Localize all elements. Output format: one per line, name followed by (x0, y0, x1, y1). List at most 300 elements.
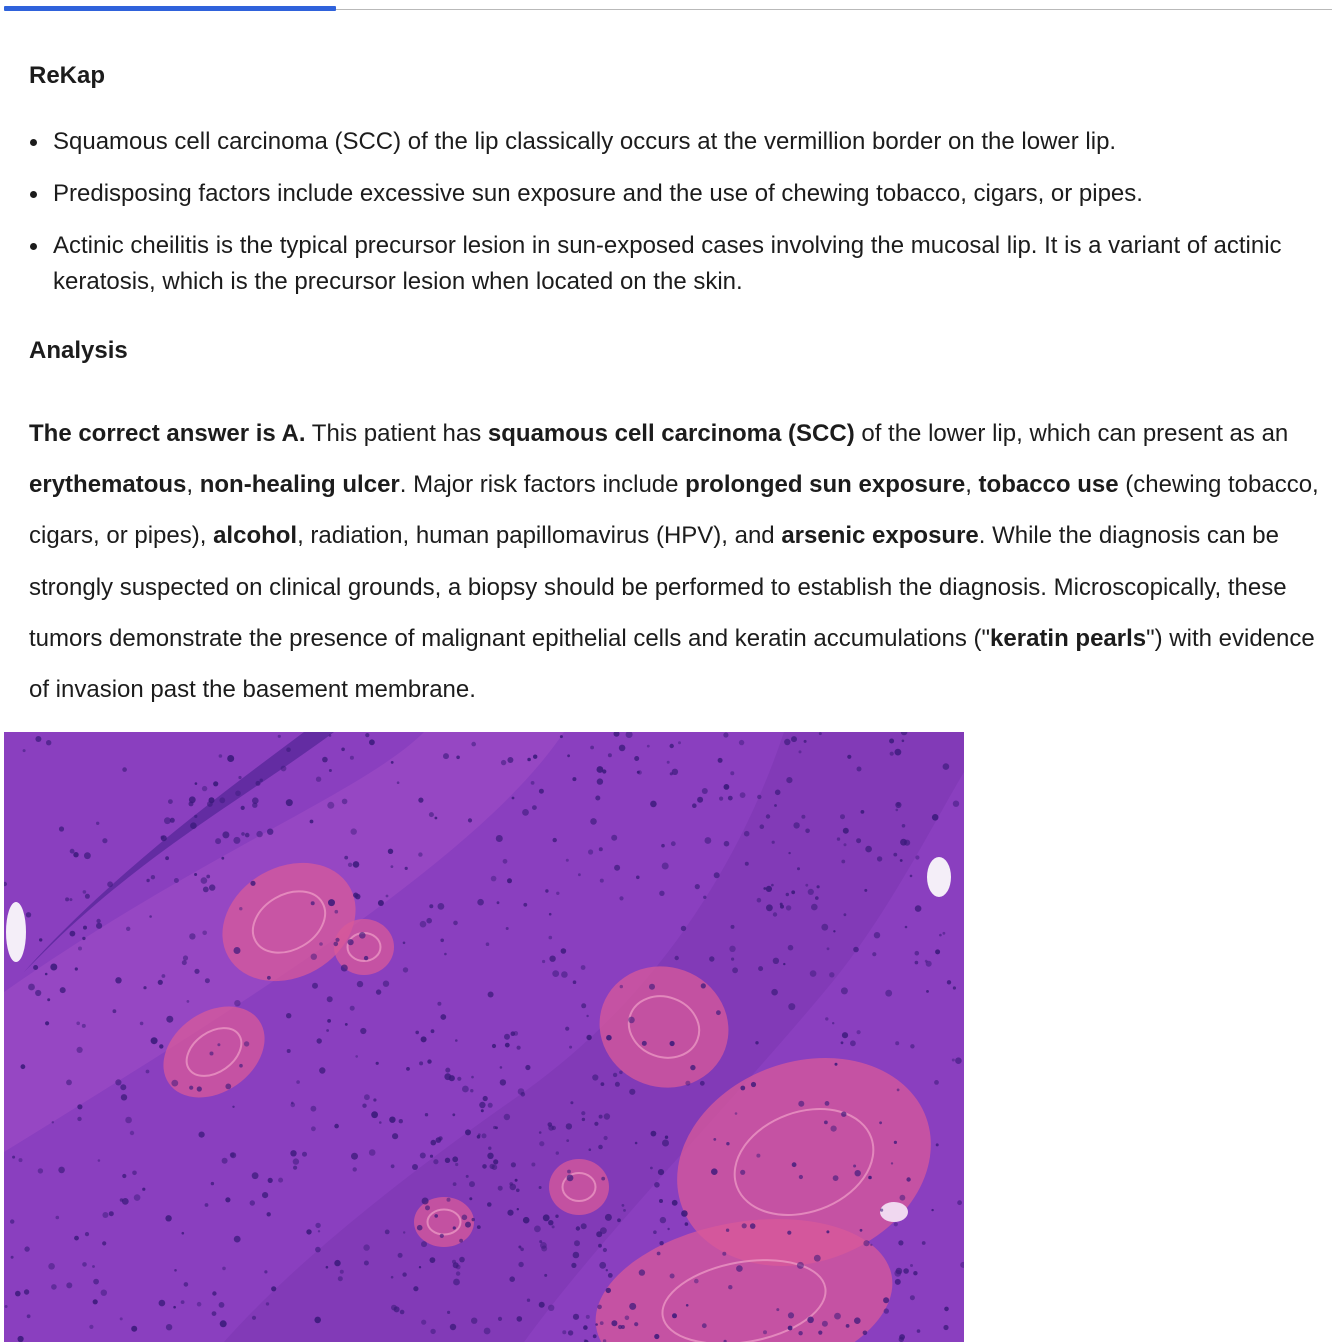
cell-nucleus (369, 1149, 376, 1156)
cell-nucleus (549, 936, 553, 940)
cell-nucleus (338, 1276, 343, 1281)
histology-image[interactable] (4, 732, 964, 1342)
progress-bar-fill (4, 6, 336, 11)
cell-nucleus (50, 964, 57, 971)
cell-nucleus (798, 1101, 804, 1107)
cell-nucleus (24, 1289, 29, 1294)
cell-nucleus (322, 757, 328, 763)
cell-nucleus (678, 741, 681, 744)
cell-nucleus (433, 1159, 438, 1164)
cell-nucleus (531, 781, 535, 785)
cell-nucleus (757, 898, 762, 903)
cell-nucleus (817, 885, 820, 888)
cell-nucleus (589, 1148, 592, 1151)
cell-nucleus (419, 1061, 423, 1065)
cell-nucleus (392, 1133, 398, 1139)
cell-nucleus (925, 960, 928, 963)
cell-nucleus (327, 996, 333, 1002)
cell-nucleus (96, 822, 99, 825)
cell-nucleus (217, 1043, 220, 1046)
cell-nucleus (793, 822, 799, 828)
cell-nucleus (159, 1044, 163, 1048)
cell-nucleus (829, 972, 834, 977)
cell-nucleus (120, 1084, 126, 1090)
cell-nucleus (278, 735, 281, 738)
cell-nucleus (821, 924, 828, 931)
cell-nucleus (201, 877, 208, 884)
cell-nucleus (146, 879, 149, 882)
cell-nucleus (39, 938, 42, 941)
cell-nucleus (660, 1217, 666, 1223)
cell-nucleus (763, 887, 766, 890)
cell-nucleus (758, 966, 763, 971)
analysis-text-segment: (chewing tobacco, cigars, or pipes), (29, 471, 1319, 550)
cell-nucleus (364, 1261, 369, 1266)
cell-nucleus (798, 1331, 802, 1335)
cell-nucleus (571, 1263, 576, 1268)
bullet-icon (30, 191, 37, 198)
cell-nucleus (59, 826, 64, 831)
cell-nucleus (936, 1143, 939, 1146)
cell-nucleus (45, 973, 48, 976)
cell-nucleus (267, 1212, 271, 1216)
cell-nucleus (895, 1041, 899, 1045)
cell-nucleus (391, 1276, 394, 1279)
cell-nucleus (184, 1282, 189, 1287)
cell-nucleus (222, 1267, 226, 1271)
cell-nucleus (776, 1308, 779, 1311)
cell-nucleus (306, 1229, 311, 1234)
cell-nucleus (896, 809, 899, 812)
cell-nucleus (286, 747, 291, 752)
cell-nucleus (199, 1132, 205, 1138)
cell-nucleus (766, 904, 773, 911)
cell-nucleus (311, 1126, 316, 1131)
cell-nucleus (364, 956, 368, 960)
cell-nucleus (252, 1316, 256, 1320)
cell-nucleus (399, 1119, 403, 1123)
cell-nucleus (818, 1331, 822, 1335)
cell-nucleus (826, 1230, 829, 1233)
cell-nucleus (671, 841, 676, 846)
list-item (29, 228, 1319, 300)
cell-nucleus (421, 1241, 427, 1247)
cell-nucleus (934, 1080, 939, 1085)
analysis-text-segment: . While the diagnosis can be strongly suspected on clinical grounds, a biopsy should be performed to establish the diagnosis. Microscopically, these tumors demonstrate the presence of malignant epithelial cells and keratin accumulations (" (29, 522, 1287, 652)
cell-nucleus (606, 1288, 611, 1293)
cell-nucleus (915, 905, 922, 912)
cell-nucleus (212, 1311, 217, 1316)
cell-nucleus (569, 1046, 572, 1049)
cell-nucleus (943, 1325, 948, 1330)
cell-nucleus (455, 1039, 458, 1042)
cell-nucleus (597, 778, 603, 784)
cell-nucleus (726, 1229, 729, 1232)
cell-nucleus (281, 766, 287, 772)
cell-nucleus (316, 777, 321, 782)
cell-nucleus (412, 1164, 418, 1170)
cell-nucleus (729, 946, 735, 952)
cell-nucleus (847, 755, 851, 759)
rekap-heading: ReKap (29, 62, 106, 89)
cell-nucleus (518, 1088, 525, 1095)
cell-nucleus (672, 1200, 678, 1206)
cell-nucleus (35, 990, 41, 996)
cell-nucleus (614, 865, 620, 871)
cell-nucleus (452, 1113, 455, 1116)
cell-nucleus (438, 903, 445, 910)
cell-nucleus (787, 1231, 791, 1235)
cell-nucleus (326, 1029, 329, 1032)
cell-nucleus (477, 899, 484, 906)
cell-nucleus (400, 1310, 405, 1315)
cell-nucleus (701, 983, 706, 988)
bullet-icon (30, 243, 37, 250)
cell-nucleus (174, 1269, 177, 1272)
cell-nucleus (302, 1152, 307, 1157)
cell-nucleus (120, 1317, 123, 1320)
cell-nucleus (548, 1122, 553, 1127)
cell-nucleus (378, 900, 384, 906)
cell-nucleus (363, 1244, 369, 1250)
cell-nucleus (364, 1094, 370, 1100)
cell-nucleus (864, 889, 867, 892)
cell-nucleus (351, 828, 357, 834)
cell-nucleus (12, 1156, 15, 1159)
cell-nucleus (590, 746, 594, 750)
cell-nucleus (617, 1218, 621, 1222)
cell-nucleus (212, 1291, 216, 1295)
rekap-item-text: Predisposing factors include excessive sun exposure and the use of chewing tobacco, cigars, or pipes. (53, 180, 1143, 207)
analysis-text-segment: of the lower lip, which can present as an (854, 420, 1289, 447)
cell-nucleus (857, 1030, 861, 1034)
cell-nucleus (435, 817, 438, 820)
cell-nucleus (801, 815, 805, 819)
cell-nucleus (440, 1234, 444, 1238)
cell-nucleus (623, 1209, 626, 1212)
analysis-text-segment: This patient has (305, 420, 488, 447)
cell-nucleus (902, 824, 906, 828)
cell-nucleus (35, 736, 41, 742)
cell-nucleus (311, 1106, 317, 1112)
cell-nucleus (659, 1199, 663, 1203)
cell-nucleus (102, 838, 107, 843)
cell-nucleus (552, 1126, 556, 1130)
cell-nucleus (885, 990, 892, 997)
cell-nucleus (271, 1286, 276, 1291)
cell-nucleus (786, 777, 792, 783)
cell-nucleus (654, 1334, 659, 1339)
cell-nucleus (825, 1101, 830, 1106)
cell-nucleus (861, 810, 865, 814)
analysis-emphasis: prolonged sun exposure (685, 471, 966, 499)
cell-nucleus (618, 1325, 622, 1329)
cell-nucleus (511, 1162, 516, 1167)
cell-nucleus (590, 818, 597, 825)
cell-nucleus (726, 1142, 729, 1145)
cell-nucleus (788, 852, 790, 854)
cell-nucleus (582, 1118, 585, 1121)
cell-nucleus (311, 954, 317, 960)
cell-nucleus (556, 892, 559, 895)
cell-nucleus (421, 1320, 426, 1325)
cell-nucleus (605, 1214, 612, 1221)
cell-nucleus (853, 947, 859, 953)
cell-nucleus (844, 843, 847, 846)
cell-nucleus (620, 985, 623, 988)
cell-nucleus (417, 1225, 423, 1231)
cell-nucleus (493, 1159, 498, 1164)
cell-nucleus (670, 1041, 675, 1046)
cell-nucleus (65, 897, 69, 901)
cell-nucleus (290, 1150, 296, 1156)
cell-nucleus (740, 792, 746, 798)
keratin-pearl (549, 1159, 609, 1215)
cell-nucleus (713, 1138, 716, 1141)
cell-nucleus (93, 1299, 98, 1304)
cell-nucleus (166, 1324, 172, 1330)
cell-nucleus (511, 1031, 516, 1036)
cell-nucleus (629, 1089, 635, 1095)
cell-nucleus (232, 1106, 234, 1108)
cell-nucleus (165, 856, 169, 860)
cell-nucleus (487, 1202, 492, 1207)
cell-nucleus (593, 1334, 597, 1338)
cell-nucleus (140, 1022, 144, 1026)
cell-nucleus (350, 1006, 355, 1011)
cell-nucleus (371, 1111, 378, 1118)
cell-nucleus (82, 1024, 86, 1028)
cell-nucleus (28, 984, 35, 991)
cell-nucleus (389, 1117, 395, 1123)
cell-nucleus (143, 986, 146, 989)
cell-nucleus (539, 789, 544, 794)
cell-nucleus (215, 838, 221, 844)
cell-nucleus (239, 907, 242, 910)
cell-nucleus (230, 1152, 236, 1158)
cell-nucleus (751, 1082, 756, 1087)
cell-nucleus (376, 1062, 379, 1065)
cell-nucleus (162, 974, 166, 978)
cell-nucleus (431, 1140, 437, 1146)
cell-nucleus (430, 1329, 435, 1334)
cell-nucleus (126, 927, 130, 931)
cell-nucleus (498, 1186, 503, 1191)
cell-nucleus (611, 1320, 617, 1326)
cell-nucleus (651, 1131, 657, 1137)
cell-nucleus (635, 1142, 638, 1145)
cell-nucleus (202, 931, 207, 936)
cell-nucleus (182, 1232, 185, 1235)
cell-nucleus (692, 803, 697, 808)
cell-nucleus (327, 802, 334, 809)
analysis-text-segment: , radiation, human papillomavirus (HPV), and (297, 522, 782, 550)
cell-nucleus (583, 1325, 588, 1330)
cell-nucleus (599, 1115, 603, 1119)
cell-nucleus (161, 836, 165, 840)
cell-nucleus (418, 852, 422, 856)
cell-nucleus (219, 1302, 225, 1308)
cell-nucleus (634, 1322, 638, 1326)
cell-nucleus (548, 1305, 554, 1311)
cell-nucleus (597, 1305, 602, 1310)
cell-nucleus (101, 1290, 107, 1296)
cell-nucleus (434, 1214, 438, 1218)
cell-nucleus (293, 1166, 297, 1170)
cell-nucleus (241, 806, 245, 810)
analysis-text-segment: . Major risk factors include (399, 471, 686, 499)
cell-nucleus (544, 1274, 547, 1277)
cell-nucleus (773, 958, 779, 964)
rekap-list (29, 124, 1319, 316)
cell-nucleus (335, 910, 339, 914)
cell-nucleus (639, 1269, 645, 1275)
cell-nucleus (827, 947, 830, 950)
cell-nucleus (420, 921, 427, 928)
cell-nucleus (600, 879, 604, 883)
cell-nucleus (742, 1223, 747, 1228)
cell-nucleus (250, 881, 255, 886)
cell-nucleus (667, 761, 670, 764)
cell-nucleus (518, 1262, 523, 1267)
cell-nucleus (853, 1165, 856, 1168)
cell-nucleus (252, 1172, 259, 1179)
cell-nucleus (98, 1159, 101, 1162)
cell-nucleus (570, 1101, 573, 1104)
cell-nucleus (437, 1002, 441, 1006)
cell-nucleus (586, 1015, 588, 1017)
cell-nucleus (545, 889, 548, 892)
cell-nucleus (341, 965, 348, 972)
cell-nucleus (471, 1318, 477, 1324)
cell-nucleus (910, 1264, 913, 1267)
cell-nucleus (670, 1274, 675, 1279)
cell-nucleus (739, 740, 744, 745)
cell-nucleus (477, 1225, 481, 1229)
cell-nucleus (603, 1248, 607, 1252)
cell-nucleus (459, 1257, 465, 1263)
cell-nucleus (241, 832, 245, 836)
cell-nucleus (722, 1252, 726, 1256)
cell-nucleus (661, 844, 665, 848)
cell-nucleus (195, 782, 198, 785)
cell-nucleus (522, 809, 529, 816)
cell-nucleus (552, 1225, 555, 1228)
cell-nucleus (716, 1010, 721, 1015)
cell-nucleus (783, 963, 785, 965)
cell-nucleus (391, 1164, 395, 1168)
analysis-text-segment: , (965, 471, 979, 499)
cell-nucleus (453, 1182, 457, 1186)
cell-nucleus (636, 876, 640, 880)
cell-nucleus (189, 933, 195, 939)
cell-nucleus (66, 1282, 72, 1288)
cell-nucleus (173, 1306, 176, 1309)
cell-nucleus (910, 875, 913, 878)
cell-nucleus (219, 797, 225, 803)
cell-nucleus (841, 987, 848, 994)
cell-nucleus (500, 1079, 506, 1085)
cell-nucleus (420, 1153, 426, 1159)
cell-nucleus (415, 1031, 419, 1035)
cell-nucleus (915, 951, 920, 956)
analysis-paragraph (29, 408, 1319, 715)
cell-nucleus (835, 1063, 838, 1066)
cell-nucleus (206, 875, 210, 879)
cell-nucleus (841, 1112, 846, 1117)
cell-nucleus (335, 938, 339, 942)
cell-nucleus (164, 817, 171, 824)
cell-nucleus (811, 904, 818, 911)
cell-nucleus (619, 896, 623, 900)
cell-nucleus (681, 926, 686, 931)
cell-nucleus (894, 1141, 897, 1144)
cell-nucleus (567, 1170, 571, 1174)
cell-nucleus (491, 876, 497, 882)
cell-nucleus (391, 865, 394, 868)
cell-nucleus (132, 1171, 137, 1176)
cell-nucleus (731, 925, 735, 929)
cell-nucleus (456, 756, 460, 760)
cell-nucleus (791, 736, 797, 742)
cell-nucleus (220, 1320, 227, 1327)
cell-nucleus (884, 1308, 889, 1313)
analysis-text-segment: , (186, 471, 200, 499)
cell-nucleus (868, 1176, 872, 1180)
cell-nucleus (479, 1102, 485, 1108)
cell-nucleus (549, 913, 552, 916)
cell-nucleus (142, 1188, 145, 1191)
cell-nucleus (353, 893, 358, 898)
cell-nucleus (360, 1028, 366, 1034)
lumen (927, 857, 951, 897)
cell-nucleus (456, 1271, 460, 1275)
analysis-emphasis: alcohol (213, 522, 298, 550)
cell-nucleus (165, 1215, 171, 1221)
cell-nucleus (879, 1121, 882, 1124)
list-item (29, 124, 1319, 160)
cell-nucleus (102, 1241, 106, 1245)
cell-nucleus (348, 939, 354, 945)
cell-nucleus (166, 1016, 173, 1023)
cell-nucleus (429, 904, 433, 908)
cell-nucleus (329, 734, 332, 737)
cell-nucleus (329, 769, 332, 772)
cell-nucleus (808, 889, 814, 895)
cell-nucleus (822, 1321, 828, 1327)
cell-nucleus (670, 744, 674, 748)
cell-nucleus (210, 1052, 214, 1056)
cell-nucleus (462, 1086, 469, 1093)
analysis-emphasis: arsenic exposure (781, 522, 979, 550)
cell-nucleus (638, 770, 642, 774)
cell-nucleus (507, 878, 512, 883)
cell-nucleus (932, 814, 939, 821)
cell-nucleus (312, 983, 318, 989)
cell-nucleus (227, 755, 234, 762)
cell-nucleus (670, 772, 673, 775)
cell-nucleus (904, 840, 910, 846)
cell-nucleus (194, 969, 199, 974)
cell-nucleus (262, 1192, 268, 1198)
cell-nucleus (533, 755, 537, 759)
cell-nucleus (115, 1079, 121, 1085)
cell-nucleus (266, 1302, 269, 1305)
cell-nucleus (406, 1067, 410, 1071)
cell-nucleus (953, 801, 959, 807)
cell-nucleus (600, 1227, 607, 1234)
cell-nucleus (863, 1331, 868, 1336)
